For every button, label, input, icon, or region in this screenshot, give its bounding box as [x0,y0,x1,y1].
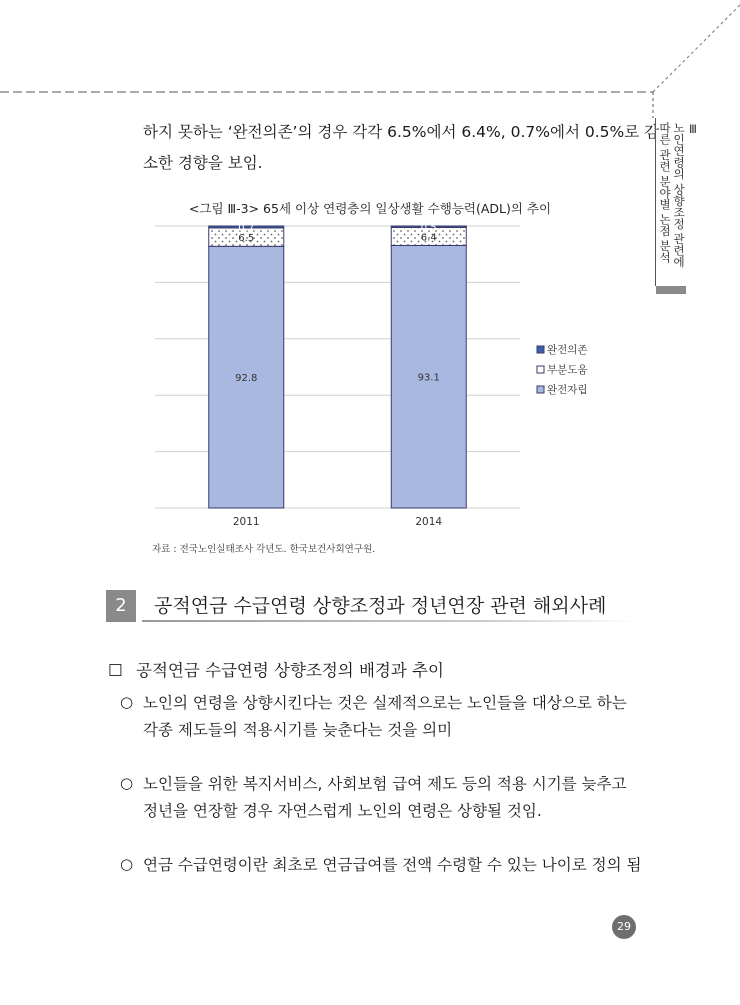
section-title: 공적연금 수급연령 상향조정과 정년연장 관련 해외사례 [154,595,607,617]
chapter-title-line-1: 노인연령의 상향조정 관련에 [672,122,686,268]
chapter-roman: Ⅲ [686,122,700,136]
bullet-2-line-1: 노인들을 위한 복지서비스, 사회보험 급여 제도 등의 적용 시기를 늦추고 [143,775,627,793]
bullet-1-line-2: 각종 제도들의 적용시기를 늦춘다는 것을 의미 [143,721,453,739]
bullet-3-line-1: 연금 수급연령이란 최초로 연금급여를 전액 수령할 수 있는 나이로 정의 됨 [143,856,642,874]
bullet-1-line-1: 노인의 연령을 상향시킨다는 것은 실제적으로는 노인들을 대상으로 하는 [143,694,627,712]
data-label: 6.5 [238,233,255,245]
data-label: 92.8 [235,373,258,385]
intro-paragraph-line-1: 하지 못하는 ‘완전의존’의 경우 각각 6.5%에서 6.4%, 0.7%에서 0.5%로 감 [143,123,660,141]
chapter-title-line-2: 따른 관련 분야별 논점 분석 [658,122,672,264]
bullet-circle-icon: ○ [120,693,134,711]
legend-label: 완전자립 [547,384,588,396]
source-note: 자료 : 전국노인실태조사 각년도. 한국보건사회연구원. [152,544,376,555]
figure-caption: <그림 Ⅲ-3> 65세 이상 연령층의 일상생활 수행능력(ADL)의 추이 [188,201,552,216]
data-label: 6.4 [420,232,437,244]
x-tick-label: 2014 [415,516,443,528]
data-label: 0.7 [238,222,255,234]
bullet-circle-icon: ○ [120,774,134,792]
subheading [108,657,444,681]
x-tick-label: 2011 [232,516,260,528]
page-number: 29 [612,915,636,939]
adl-stacked-bar-chart [140,215,620,535]
legend-label: 부분도움 [547,364,588,376]
data-label: 0.5 [420,222,437,234]
subheading-checkbox-icon: ☐ [108,661,123,680]
section-underline [142,620,636,622]
intro-paragraph-line-2: 소한 경향을 보임. [143,154,263,172]
subheading-text: 공적연금 수급연령 상향조정의 배경과 추이 [136,661,444,680]
chapter-side-tab-text [658,122,700,267]
bullet-circle-icon: ○ [120,855,134,873]
legend-label: 완전의존 [547,344,588,356]
data-label: 93.1 [417,372,440,384]
section-heading [106,590,636,622]
bullet-2-line-2: 정년을 연장할 경우 자연스럽게 노인의 연령은 상향될 것임. [143,802,542,820]
legend-swatch [537,346,544,353]
chapter-side-tab-bar [656,286,686,294]
legend-swatch [537,386,544,393]
legend-swatch [537,366,544,373]
section-number: 2 [106,590,136,622]
